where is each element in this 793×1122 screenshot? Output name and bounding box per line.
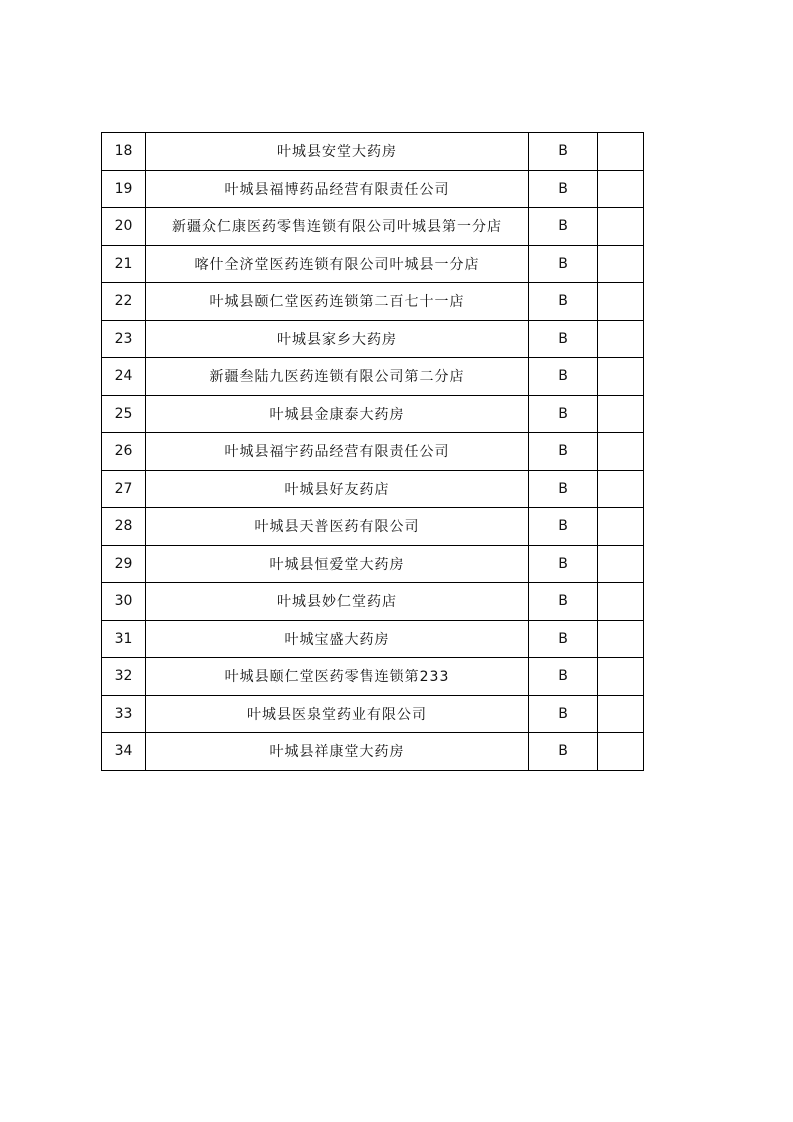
table-row [102, 658, 644, 696]
pharmacy-name: 新疆众仁康医药零售连锁有限公司叶城县第一分店 [146, 208, 529, 246]
empty-cell [598, 208, 644, 246]
pharmacy-name: 叶城县医泉堂药业有限公司 [146, 695, 529, 733]
row-number: 30 [102, 583, 146, 621]
row-number: 29 [102, 545, 146, 583]
grade-cell: B [529, 133, 598, 171]
table-row [102, 283, 644, 321]
table-row [102, 695, 644, 733]
grade-cell: B [529, 620, 598, 658]
table-row [102, 620, 644, 658]
empty-cell [598, 433, 644, 471]
table-row [102, 470, 644, 508]
table-row [102, 545, 644, 583]
pharmacy-name: 叶城县祥康堂大药房 [146, 733, 529, 771]
empty-cell [598, 320, 644, 358]
table-row [102, 395, 644, 433]
table-row [102, 170, 644, 208]
grade-cell: B [529, 395, 598, 433]
empty-cell [598, 283, 644, 321]
pharmacy-name: 叶城县天普医药有限公司 [146, 508, 529, 546]
table-row [102, 358, 644, 396]
empty-cell [598, 545, 644, 583]
row-number: 22 [102, 283, 146, 321]
row-number: 21 [102, 245, 146, 283]
empty-cell [598, 733, 644, 771]
empty-cell [598, 133, 644, 171]
pharmacy-name: 叶城县恒爱堂大药房 [146, 545, 529, 583]
row-number: 19 [102, 170, 146, 208]
empty-cell [598, 658, 644, 696]
grade-cell: B [529, 283, 598, 321]
empty-cell [598, 245, 644, 283]
pharmacy-name: 叶城县好友药店 [146, 470, 529, 508]
table-row [102, 133, 644, 171]
table-row [102, 508, 644, 546]
grade-cell: B [529, 320, 598, 358]
table-row [102, 583, 644, 621]
pharmacy-name: 喀什全济堂医药连锁有限公司叶城县一分店 [146, 245, 529, 283]
row-number: 24 [102, 358, 146, 396]
empty-cell [598, 583, 644, 621]
pharmacy-name: 叶城县金康泰大药房 [146, 395, 529, 433]
grade-cell: B [529, 470, 598, 508]
grade-cell: B [529, 508, 598, 546]
grade-cell: B [529, 733, 598, 771]
empty-cell [598, 695, 644, 733]
row-number: 23 [102, 320, 146, 358]
empty-cell [598, 470, 644, 508]
table-row [102, 433, 644, 471]
grade-cell: B [529, 433, 598, 471]
grade-cell: B [529, 658, 598, 696]
pharmacy-name: 叶城县家乡大药房 [146, 320, 529, 358]
table-body [102, 133, 644, 771]
grade-cell: B [529, 545, 598, 583]
row-number: 27 [102, 470, 146, 508]
row-number: 20 [102, 208, 146, 246]
row-number: 31 [102, 620, 146, 658]
grade-cell: B [529, 208, 598, 246]
row-number: 33 [102, 695, 146, 733]
document-table-container [101, 132, 644, 771]
grade-cell: B [529, 245, 598, 283]
pharmacy-name: 新疆叁陆九医药连锁有限公司第二分店 [146, 358, 529, 396]
row-number: 26 [102, 433, 146, 471]
empty-cell [598, 358, 644, 396]
pharmacy-grade-table [101, 132, 644, 771]
empty-cell [598, 508, 644, 546]
row-number: 34 [102, 733, 146, 771]
grade-cell: B [529, 170, 598, 208]
table-row [102, 245, 644, 283]
grade-cell: B [529, 358, 598, 396]
table-row [102, 320, 644, 358]
row-number: 28 [102, 508, 146, 546]
empty-cell [598, 395, 644, 433]
empty-cell [598, 620, 644, 658]
table-row [102, 208, 644, 246]
grade-cell: B [529, 695, 598, 733]
row-number: 18 [102, 133, 146, 171]
table-row [102, 733, 644, 771]
empty-cell [598, 170, 644, 208]
row-number: 25 [102, 395, 146, 433]
pharmacy-name: 叶城县颐仁堂医药零售连锁第233 [146, 658, 529, 696]
row-number: 32 [102, 658, 146, 696]
pharmacy-name: 叶城县颐仁堂医药连锁第二百七十一店 [146, 283, 529, 321]
pharmacy-name: 叶城县安堂大药房 [146, 133, 529, 171]
grade-cell: B [529, 583, 598, 621]
pharmacy-name: 叶城县福博药品经营有限责任公司 [146, 170, 529, 208]
pharmacy-name: 叶城县妙仁堂药店 [146, 583, 529, 621]
pharmacy-name: 叶城县福宇药品经营有限责任公司 [146, 433, 529, 471]
pharmacy-name: 叶城宝盛大药房 [146, 620, 529, 658]
